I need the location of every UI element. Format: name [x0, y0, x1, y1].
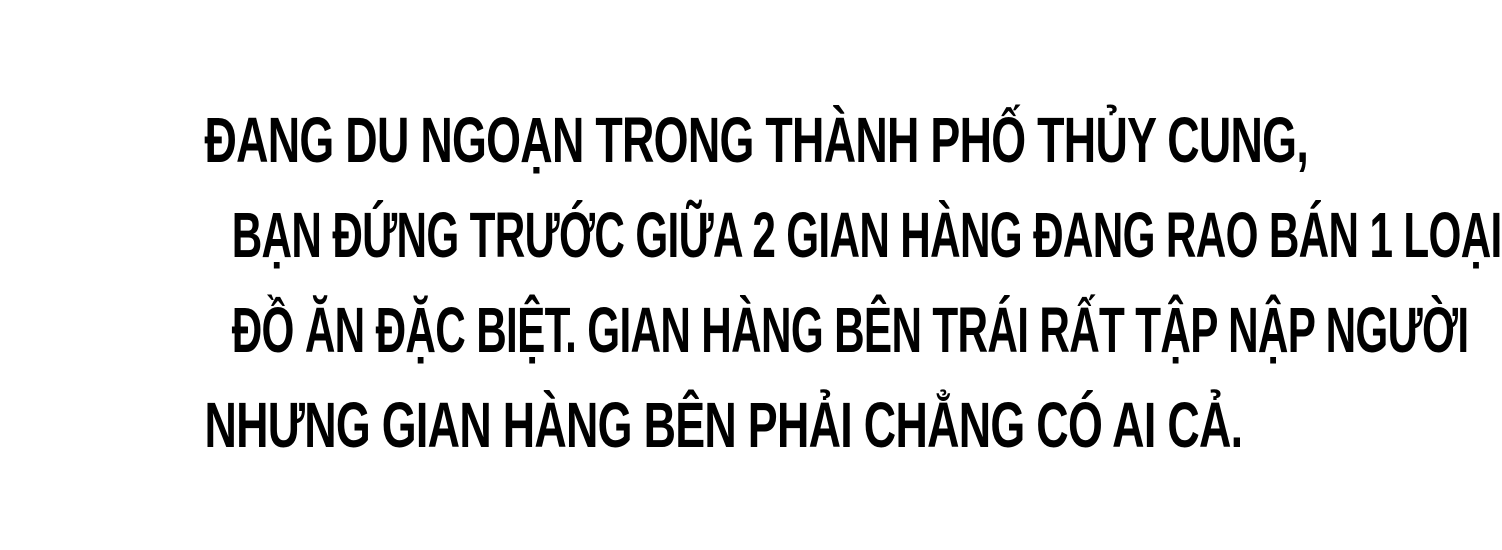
caption-line-2: BẠN ĐỨNG TRƯỚC GIỮA 2 GIAN HÀNG ĐANG RAO BÁN 1 LOẠI: [231, 199, 1502, 271]
caption-line-4: NHƯNG GIAN HÀNG BÊN PHẢI CHẲNG CÓ AI CẢ.: [204, 389, 1243, 461]
caption-line-3: ĐỒ ĂN ĐẶC BIỆT. GIAN HÀNG BÊN TRÁI RẤT TẬP NẬP NGƯỜI: [231, 294, 1469, 366]
caption-line-1: ĐANG DU NGOẠN TRONG THÀNH PHỐ THỦY CUNG,: [204, 104, 1309, 176]
